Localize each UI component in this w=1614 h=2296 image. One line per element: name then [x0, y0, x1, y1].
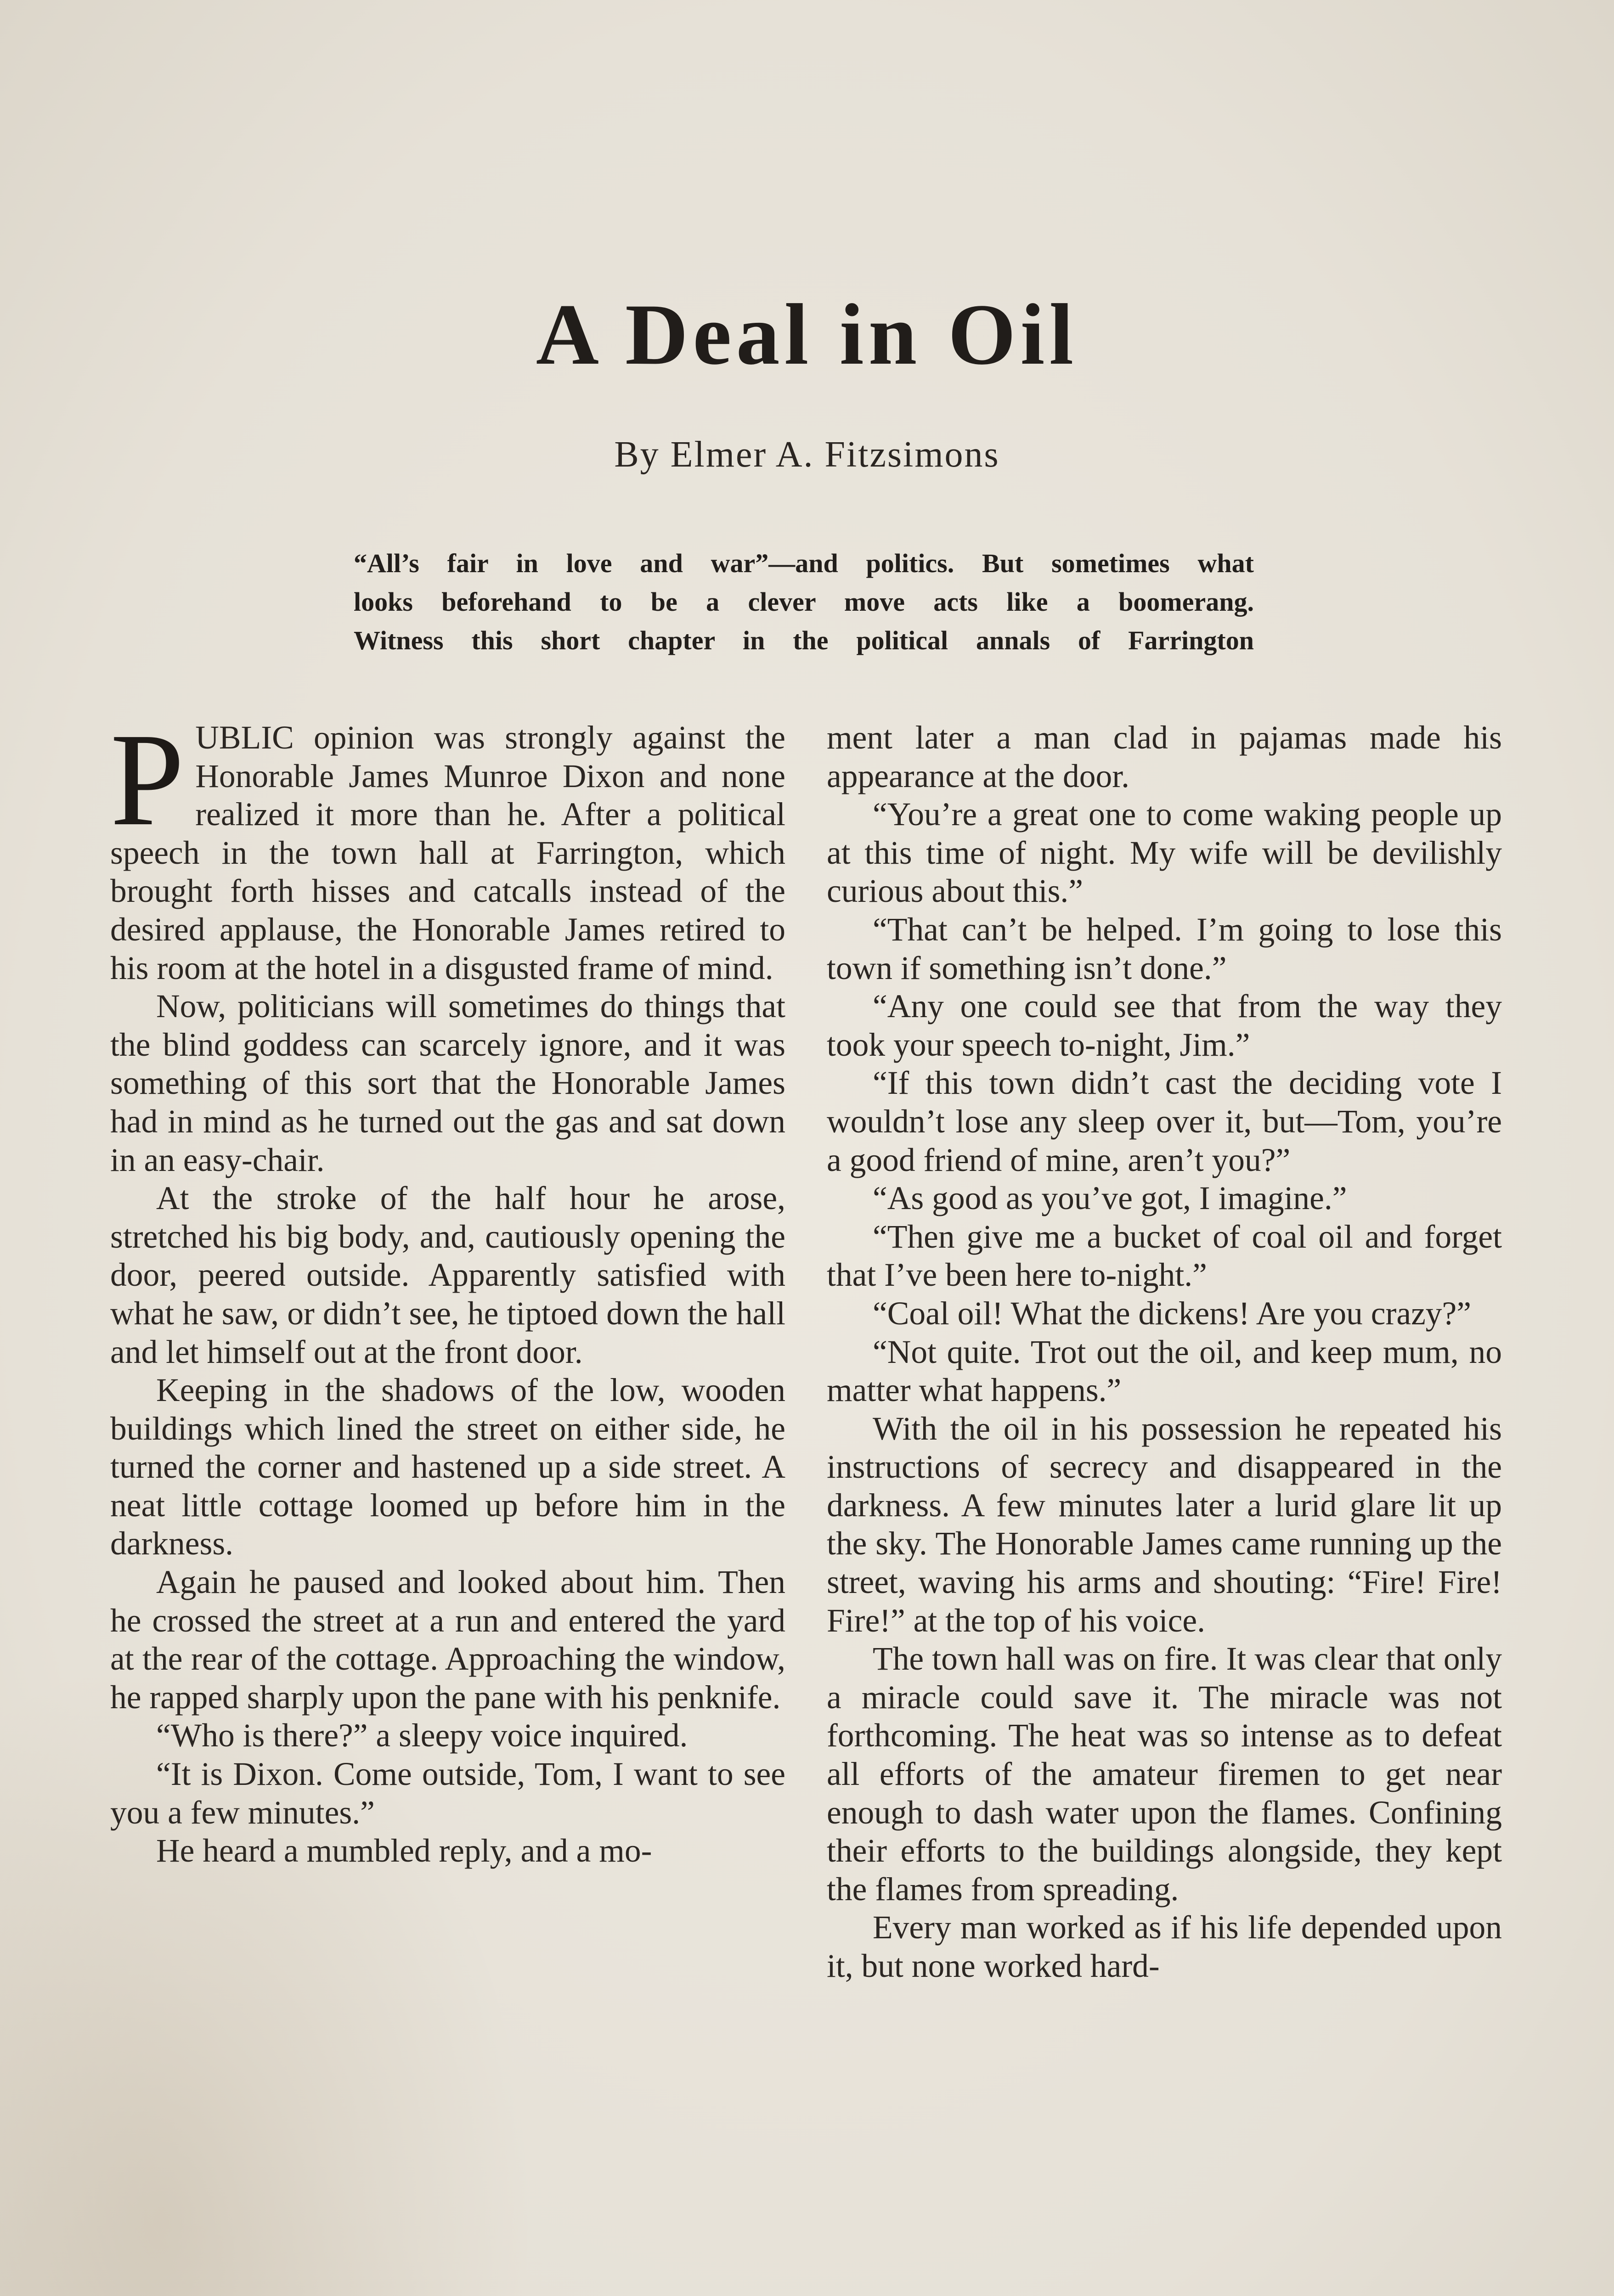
- paragraph: “That can’t be helped. I’m going to lose this town if something isn’t done.”: [827, 911, 1502, 986]
- paragraph: With the oil in his possession he repeated his instructions of secrecy and disappeared in the darkness. A few minutes later a lurid glare lit up the sky. The Honorable James came running up the street, waving his arms and shouting: “Fire! Fire! Fire!” at the top of his voice.: [827, 1410, 1502, 1639]
- paragraph: The town hall was on fire. It was clear that only a miracle could save it. The miracle was not forthcoming. The heat was so intense as to defeat all efforts of the amateur firemen to get near enough to dash water upon the flames. Confining their efforts to the buildings alongside, they kept the flames from spreading.: [827, 1641, 1502, 1908]
- paragraph: [110, 706, 785, 987]
- paragraph: “You’re a great one to come waking people up at this time of night. My wife will be devilishly curious about this.”: [827, 796, 1502, 910]
- article-byline: By Elmer A. Fitzsimons: [614, 434, 1000, 475]
- paragraph: He heard a mumbled reply, and a mo-: [156, 1833, 652, 1869]
- paragraph: “Any one could see that from the way they took your speech to-night, Jim.”: [827, 988, 1502, 1063]
- paragraph: “It is Dixon. Come outside, Tom, I want to see you a few minutes.”: [110, 1756, 785, 1831]
- article-blurb: [354, 544, 1254, 660]
- paragraph: Every man worked as if his life depended upon it, but none worked hard-: [827, 1909, 1502, 1984]
- left-column: [110, 706, 785, 1870]
- right-column: [827, 719, 1502, 1986]
- blurb-line: looks beforehand to be a clever move acts like a boomerang.: [354, 587, 1254, 617]
- paragraph-text: UBLIC opinion was strongly against the Honorable James Munroe Dixon and none realized it more than he. After a political speech in the town hall at Farrington, which brought forth hisses and catcalls instead of the desired applause, the Honorable James retired to his room at the hotel in a disgusted frame of mind.: [110, 720, 785, 986]
- paragraph: Keeping in the shadows of the low, wooden buildings which lined the street on either side, he turned the corner and hastened up a side street. A neat little cottage loomed up before him in the darkness.: [110, 1372, 785, 1562]
- paragraph: Again he paused and looked about him. Then he crossed the street at a run and entered the yard at the rear of the cottage. Approaching the window, he rapped sharply upon the pane with his penknife.: [110, 1564, 785, 1716]
- blurb-line: “All’s fair in love and war”—and politics. But sometimes what: [354, 548, 1254, 578]
- paragraph: “If this town didn’t cast the deciding vote I wouldn’t lose any sleep over it, but—Tom, you’re a good friend of mine, aren’t you?”: [827, 1065, 1502, 1178]
- paragraph: “Then give me a bucket of coal oil and forget that I’ve been here to-night.”: [827, 1218, 1502, 1294]
- paragraph: “As good as you’ve got, I imagine.”: [873, 1180, 1347, 1217]
- article-title: A Deal in Oil: [536, 287, 1078, 383]
- drop-cap: P: [110, 706, 185, 853]
- paragraph: “Who is there?” a sleepy voice inquired.: [156, 1717, 688, 1754]
- paragraph: At the stroke of the half hour he arose, stretched his big body, and, cautiously opening the door, peered outside. Apparently satisfied with what he saw, or didn’t see, he tiptoed down the hall and let himself out at the front door.: [110, 1180, 785, 1370]
- paragraph: Now, politicians will sometimes do things that the blind goddess can scarcely ignore, and it was something of this sort that the Honorable James had in mind as he turned out the gas and sat down in an easy-chair.: [110, 988, 785, 1178]
- paragraph: “Coal oil! What the dickens! Are you crazy?”: [873, 1295, 1472, 1332]
- blurb-line: Witness this short chapter in the political annals of Farrington: [354, 625, 1254, 655]
- paragraph: ment later a man clad in pajamas made his appearance at the door.: [827, 720, 1502, 794]
- paragraph: “Not quite. Trot out the oil, and keep mum, no matter what happens.”: [827, 1334, 1502, 1409]
